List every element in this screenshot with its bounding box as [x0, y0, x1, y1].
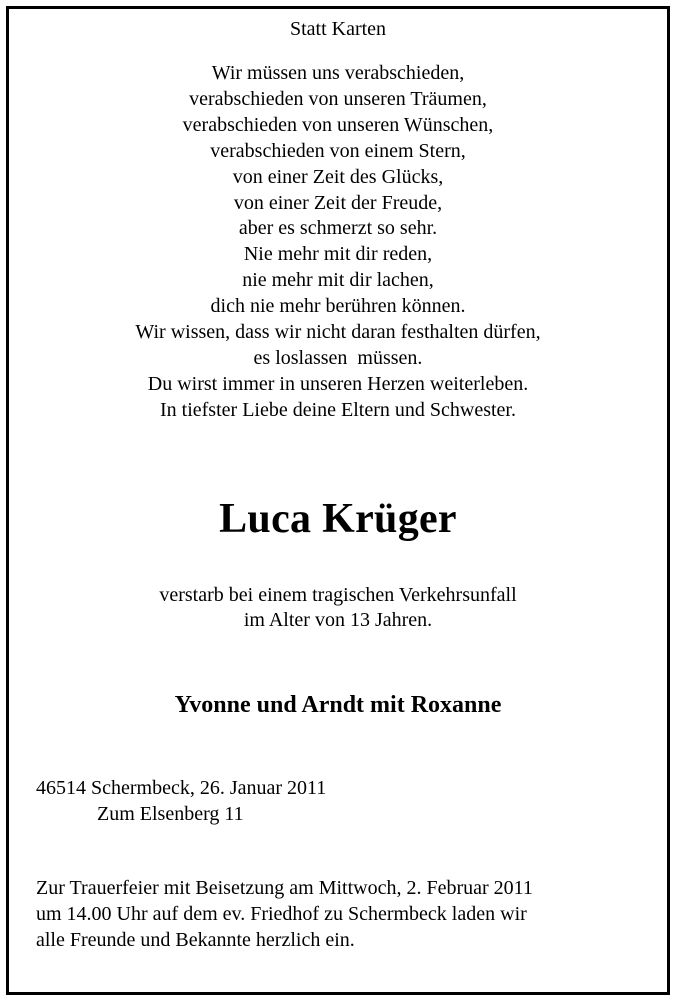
poem-line: aber es schmerzt so sehr.: [238, 217, 438, 240]
poem-line: nie mehr mit dir lachen,: [242, 269, 434, 292]
funeral-line: Zur Trauerfeier mit Beisetzung am Mittwoch, 2. Februar 2011: [36, 877, 533, 899]
poem-line: Du wirst immer in unseren Herzen weiterleben.: [147, 372, 529, 395]
deceased-name: Luca Krüger: [219, 496, 457, 542]
poem-line: Wir wissen, dass wir nicht daran festhalten dürfen,: [135, 321, 541, 344]
poem-line: verabschieden von einem Stern,: [210, 139, 466, 162]
poem-line: verabschieden von unseren Wünschen,: [182, 113, 494, 136]
family-names: Yvonne und Arndt mit Roxanne: [174, 692, 502, 718]
notice-header: Statt Karten: [289, 18, 387, 40]
place-date: 46514 Schermbeck, 26. Januar 2011: [36, 777, 327, 799]
death-info: [0, 583, 676, 633]
poem-line: es loslassen müssen.: [253, 346, 423, 369]
poem-line: von einer Zeit des Glücks,: [232, 165, 444, 188]
poem: [0, 61, 676, 424]
death-info-line: im Alter von 13 Jahren.: [243, 609, 433, 631]
funeral-line: alle Freunde und Bekannte herzlich ein.: [36, 929, 355, 951]
funeral-line: um 14.00 Uhr auf dem ev. Friedhof zu Schermbeck laden wir: [36, 903, 527, 925]
poem-line: von einer Zeit der Freude,: [233, 191, 443, 214]
street-address: Zum Elsenberg 11: [97, 803, 244, 825]
poem-line: Nie mehr mit dir reden,: [243, 243, 433, 266]
poem-line: dich nie mehr berühren können.: [210, 295, 466, 318]
poem-line: Wir müssen uns verabschieden,: [211, 62, 465, 84]
death-info-line: verstarb bei einem tragischen Verkehrsunfall: [159, 584, 517, 606]
poem-line: verabschieden von unseren Träumen,: [189, 87, 487, 110]
address-block: [36, 775, 326, 827]
poem-line: In tiefster Liebe deine Eltern und Schwester.: [160, 398, 516, 421]
funeral-info: [36, 875, 646, 953]
